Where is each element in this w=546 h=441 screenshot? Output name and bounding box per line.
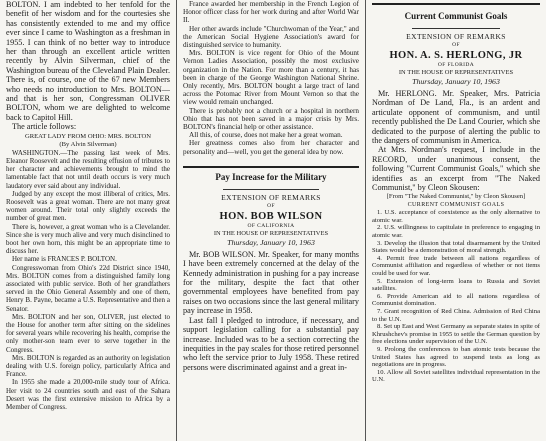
column-rule-right [365,0,366,441]
goals-list [372,209,540,384]
paragraph: Mr. HERLONG. Mr. Speaker, Mrs. Patricia Nordman of De Land, Fla., is an ardent and articulate opponent of communism, and until recently published the De Land Courier, which she dedicated to the purpose of alerting the public to the dangers of communism in America. [372,89,540,146]
paragraph: Her greatness comes also from her character and personality and—well, you get the general idea by now. [183,139,359,156]
remarks-date: Thursday, January 10, 1963 [227,237,315,247]
member-state: OF CALIFORNIA [247,222,295,229]
paragraph: BOLTON. I am indebted to her tenfold for the benefit of her wisdom and for the courtesies she has consistently extended to me and my office ever since I came to Washington as a freshman in 1955. I can think of no better way to introduce her than through an excellent article written recently by Alvin Silverman, chief of the Washington bureau of the Cleveland Plain Dealer. There is, of course, one of the 67 new Members who needs no introduction to Mrs. BOLTON—and that is her son, Congressman OLIVER BOLTON, whom we are delighted to welcome back to Capitol Hill. [6,0,170,122]
paragraph: At Mrs. Nordman's request, I include in the RECORD, under unanimous consent, the following "Current Communist Goals," which she identifies as an excerpt from "The Naked Communist," by Cleon Skousen: [372,145,540,193]
paragraph: Her other awards include "Churchwoman of the Year," and the American Social Hygiene Association's award for distinguished service to humanity. [183,24,359,50]
list-item: 6. Provide American aid to all nations regardless of Communist domination. [372,292,540,308]
list-item: 7. Grant recognition of Red China. Admission of Red China to the U.N. [372,307,540,323]
list-item: 3. Develop the illusion that total disarmament by the United States would be a demonstration of moral strength. [372,239,540,255]
title-rule [223,189,319,190]
excerpt-source: [From "The Naked Communist," by Cleon Skousen] [386,193,526,201]
paragraph: Mrs. BOLTON is regarded as an authority on legislation dealing with U.S. foreign policy, particularly Africa and France. [6,353,170,379]
member-state: OF FLORIDA [437,62,475,68]
section-title: Pay Increase for the Military [215,171,327,182]
section-title: Current Communist Goals [404,11,508,21]
list-item: 5. Extension of long-term loans to Russia and Soviet satellites. [372,277,540,293]
remarks-date: Thursday, January 10, 1963 [412,77,500,86]
right-column [372,0,540,441]
list-item: 9. Prolong the conferences to ban atomic tests because the United States has agreed to suspend tests as long as negotiations are in progress. [372,345,540,369]
paragraph: There is, however, a great woman who is a Clevelander. Since she is very much alive and very much disinclined to boot her own horn, this might be an appropriate time to discuss her. [6,222,170,256]
of-label: OF [452,42,460,48]
paragraph: Her name is FRANCES P. BOLTON. [12,255,117,264]
goals-heading: CURRENT COMMUNIST GOALS [407,202,505,209]
member-name: HON. BOB WILSON [219,210,323,222]
list-item: 2. U.S. willingness to capitulate in preference to engaging in atomic war. [372,224,540,240]
article-title: GREAT LADY FROM OHIO: MRS. BOLTON [24,132,152,140]
paragraph: There is probably not a church or a hospital in northern Ohio that has not been saved in a major crisis by Mrs. BOLTON's financial help or other assistance. [183,106,359,132]
list-item: 10. Allow all Soviet satellites individual representation in the U.N. [372,368,540,384]
chamber: IN THE HOUSE OF REPRESENTATIVES [213,229,329,237]
list-item: 1. U.S. acceptance of coexistence as the only alternative to atomic war. [372,209,540,224]
paragraph: France awarded her membership in the French Legion of Honor officer class for her work during and after World War II. [183,0,359,25]
paragraph: Last fall I pledged to introduce, if necessary, and support legislation calling for a substantial pay increase. Included was to be a section correcting the inequities in the pay scales for those retired personnel who left the service prior to July 1958. These retired persons were discriminated against and a great in- [183,315,359,372]
left-column [6,0,170,441]
section-divider [183,166,359,168]
paragraph: Mrs. BOLTON is vice regent for Ohio of the Mount Vernon Ladies Association, possibly the most exclusive organization in the Nation. For more than a century, it has been in charge of the George Washington National Shrine. Only recently, Mrs. BOLTON bought a large tract of land across the Potomac River from Mount Vernon so that the view would remain unchanged. [183,49,359,107]
title-rule [412,28,500,29]
of-label: OF [267,202,275,209]
article-byline: (By Alvin Silverman) [59,140,117,148]
paragraph: The article follows: [12,122,77,132]
paragraph: Congresswoman from Ohio's 22d District since 1940, Mrs. BOLTON comes from a distinguished family long associated with public service. Both of her grandfathers served in the Ohio General Assembly and one of them, Henry B. Payne, became a U.S. Representative and then a Senator. [6,263,170,313]
list-item: 8. Set up East and West Germany as separate states in spite of Khrushchev's promise in 1955 to settle the German question by free elections under supervision of the U.N. [372,323,540,346]
paragraph: In 1955 she made a 20,000-mile study tour of Africa. Her visit to 24 countries south and east of the Sahara Desert was the first extensive mission to Africa by a Member of Congress. [6,378,170,411]
chamber: IN THE HOUSE OF REPRESENTATIVES [398,69,514,76]
paragraph: Mr. BOB WILSON. Mr. Speaker, for many months I have been extremely concerned at the delay of the Kennedy administration in pushing for a pay increase for the military, despite the fact that other governmental employees have benefited from pay raises on two occasions since the last general military pay increase in 1958. [183,249,359,316]
paragraph: All this, of course, does not make her a great woman. [189,131,343,140]
section-divider [372,3,540,5]
extension-label: EXTENSION OF REMARKS [221,192,321,202]
column-rule-left [176,0,177,441]
list-item: 4. Permit free trade between all nations regardless of Communist affiliation and regardless of whether or not items could be used for war. [372,254,540,278]
paragraph: WASHINGTON.—The passing last week of Mrs. Eleanor Roosevelt and the resulting effusion of tributes to her character and achievements brought to mind the lamentable fact that not until death occurs is very much laudatory ever said about any individual. [6,148,170,190]
middle-column [183,0,359,441]
paragraph: Mrs. BOLTON and her son, OLIVER, just elected to the House for another term after sitting on the sidelines for several years while recovering his health, comprise the only mother-son team ever to serve together in the Congress. [6,312,170,354]
paragraph: Judged by any except the most illiberal of critics, Mrs. Roosevelt was a great woman. There are not many great women around. Their total only slightly exceeds the number of great men. [6,189,170,223]
extension-label: EXTENSION OF REMARKS [406,32,506,41]
member-name: HON. A. S. HERLONG, JR [389,50,523,61]
